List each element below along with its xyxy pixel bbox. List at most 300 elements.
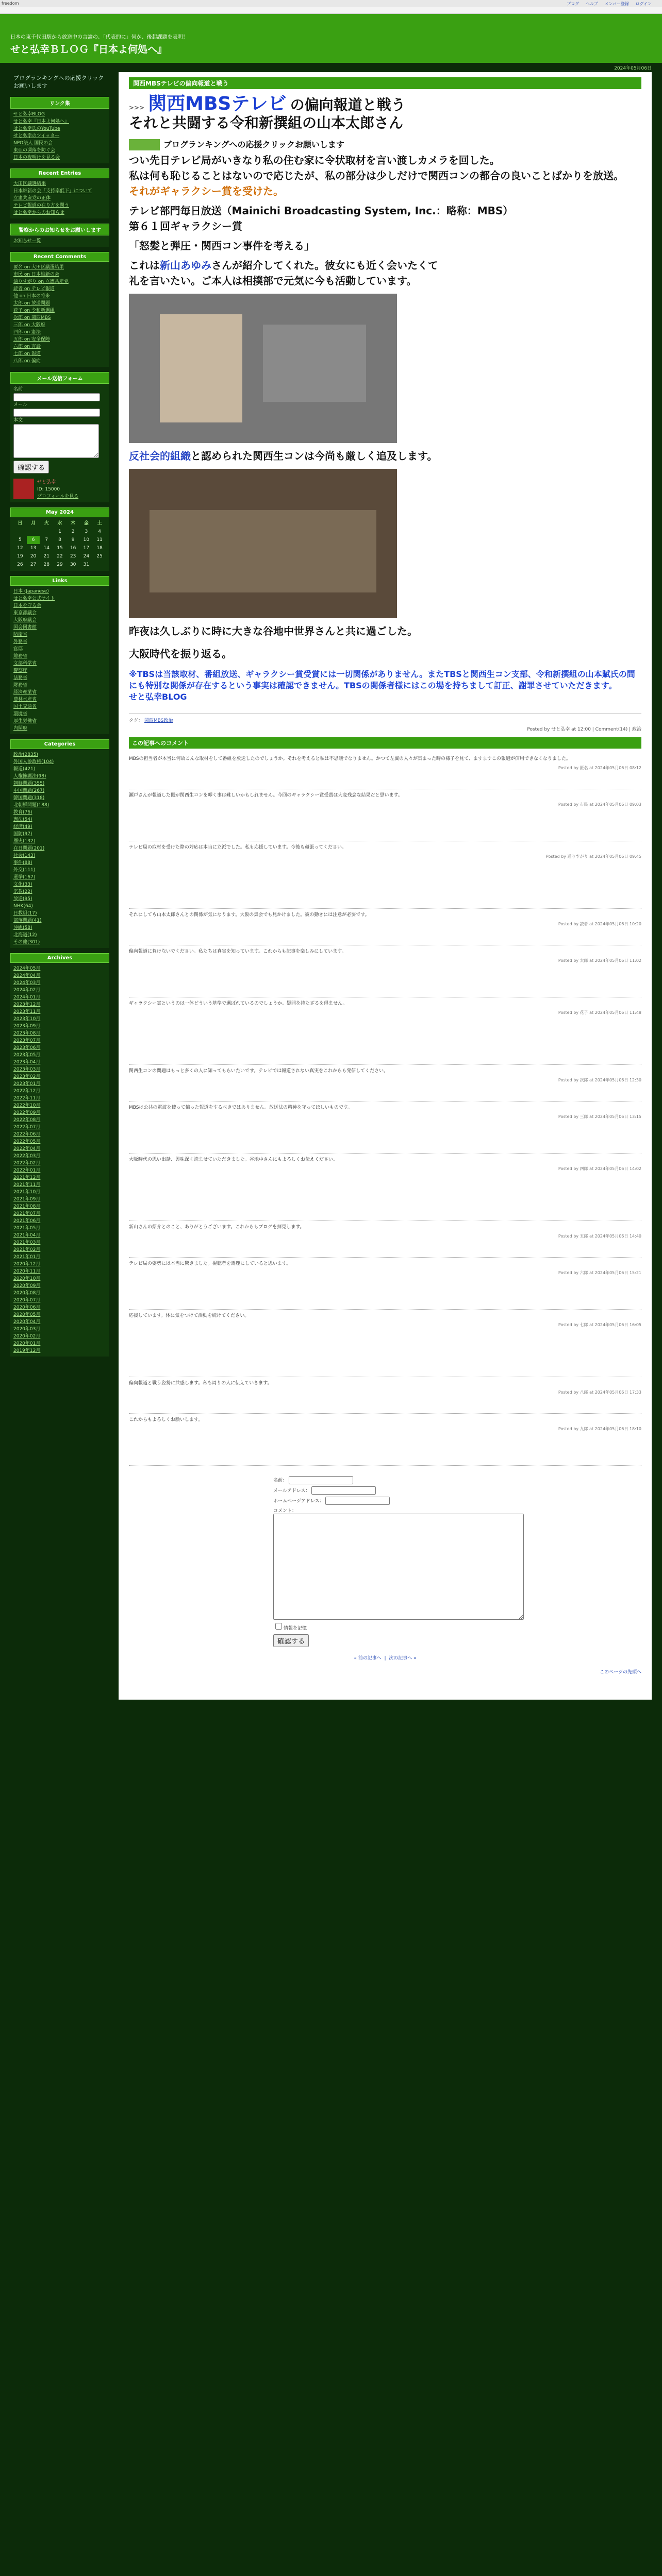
lower_sections-link[interactable]: 2021年11月: [13, 1182, 41, 1188]
calendar-cell[interactable]: 21: [43, 554, 49, 559]
calendar-cell[interactable]: 31: [83, 562, 90, 567]
ranking-text[interactable]: ブログランキングへの応援クリックお願いします: [163, 140, 344, 149]
comment-item: [129, 997, 641, 1065]
lower_sections-link[interactable]: 2020年01月: [13, 1341, 41, 1346]
lower_sections-link[interactable]: 2022年04月: [13, 1146, 41, 1151]
lower_sections-link[interactable]: 2023年04月: [13, 1060, 41, 1065]
lower_sections-box-2: [10, 963, 109, 1357]
comment-text: 新山さんの紹介とのこと、ありがとうございます。これからもブログを拝見します。: [129, 1225, 305, 1230]
form-body-label: コメント：: [273, 1509, 297, 1514]
lower_sections-link[interactable]: 2021年12月: [13, 1175, 41, 1180]
calendar-cell[interactable]: 25: [96, 554, 103, 559]
lower_sections-link[interactable]: せと弘幸公式サイト: [13, 596, 55, 601]
comment-item: [129, 909, 641, 945]
lower_sections-link[interactable]: 2023年02月: [13, 1074, 41, 1079]
next-entry-link[interactable]: 次の記事へ »: [389, 1656, 417, 1661]
paragraph-1: つい先日テレビ局がいきなり私の住む家に令状取材を言い渡しカメラを回した。: [129, 154, 500, 166]
paragraph-8: 礼を言いたい。ご本人は相撲部で元気に今も活動しています。: [129, 275, 417, 287]
sections-link[interactable]: せと弘幸『日本よ何処へ』: [13, 119, 70, 124]
lower_sections-link[interactable]: 事件(88): [13, 860, 32, 866]
calendar-cell[interactable]: 26: [17, 562, 23, 567]
top-toolbar: [0, 0, 662, 8]
sidebar-lower: [10, 576, 109, 1357]
lower_sections-link[interactable]: 外務省: [13, 639, 28, 645]
lower_sections-link[interactable]: 2023年03月: [13, 1067, 41, 1072]
lower_sections-link[interactable]: 歴史(132): [13, 839, 36, 844]
paragraph-7c: さんが紹介してくれた。彼女にも近く会いたくて: [211, 259, 438, 272]
comment-item: [129, 1414, 641, 1466]
profile-name[interactable]: せと弘幸: [37, 480, 56, 485]
calendar-day-header: 月: [31, 521, 36, 526]
lower_sections-link[interactable]: 2023年01月: [13, 1081, 41, 1087]
comment-text: MBSは公共の電波を使って偏った報道をするべきではありません。放送法の精神を守ってほしいものです。: [129, 1105, 353, 1110]
sections-link[interactable]: 通りすがり on 立憲共産党: [13, 279, 69, 284]
calendar-day-header: 土: [97, 521, 102, 526]
lower_sections-link[interactable]: 中国問題(267): [13, 788, 45, 793]
caption-1-link[interactable]: 反社会的組織: [129, 450, 191, 462]
comment-text: それにしても山本太郎さんとの関係が気になります。大阪の集会でも見かけました。彼の動きには注意が必要です。: [129, 912, 370, 918]
sections-link[interactable]: 三郎 on 大阪府: [13, 323, 45, 328]
comment-text: 応援しています。体に気をつけて活動を続けてください。: [129, 1313, 250, 1318]
comment-item: [129, 1258, 641, 1310]
calendar-cell[interactable]: 14: [43, 546, 49, 551]
sidebar: [10, 72, 109, 1357]
sections-link[interactable]: 匿名 on 大田区議選結果: [13, 265, 64, 270]
comment-author[interactable]: Posted by 七郎 at 2024年05月06日 16:05: [558, 1323, 641, 1327]
lower_sections-link[interactable]: 2023年10月: [13, 1016, 41, 1022]
article-heading: 関西MBSテレビ: [148, 93, 287, 114]
article-body: [129, 93, 641, 703]
article-meta: [129, 713, 641, 732]
comment-text: 偏向報道と戦う姿勢に共感します。私も周りの人に伝えていきます。: [129, 1381, 272, 1386]
sections-link[interactable]: 読者 on テレビ報道: [13, 286, 55, 292]
comment-author[interactable]: Posted by 花子 at 2024年05月06日 11:48: [558, 1010, 641, 1015]
mail-message-input[interactable]: [13, 424, 99, 458]
lower_sections-link[interactable]: 2021年01月: [13, 1255, 41, 1260]
comment-text: 瀬戸さんが報道した側が関西生コンを叩く事は難しいかもしれません。今回のギャラクシー賞受賞は大変残念な結果だと思います。: [129, 793, 403, 798]
lower_sections-link[interactable]: 2020年10月: [13, 1276, 41, 1281]
lower_sections-link[interactable]: 2022年08月: [13, 1117, 41, 1123]
lower_sections-link[interactable]: 内閣府: [13, 726, 28, 731]
main-content: [119, 72, 652, 1700]
calendar-cell[interactable]: 3: [85, 529, 88, 534]
sections-link[interactable]: 五郎 on 安全保障: [13, 337, 50, 342]
comment-item: [129, 1310, 641, 1377]
site-header: [0, 14, 662, 63]
sections-head-1: Recent Entries: [10, 168, 109, 178]
comment-author[interactable]: Posted by 三郎 at 2024年05月06日 13:15: [558, 1114, 641, 1119]
correction-note: ※TBSは当該取材、番組放送、ギャラクシー賞受賞には一切関係がありません。またTBSと関西生コン支部、令和新撰組の山本賦氏の間にも特別な関係が存在するという事実は確認できません。TBSの関係者様にはこの場を持ちまして訂正、謝罪させていただきます。: [129, 669, 635, 690]
lower_sections-link[interactable]: 2022年03月: [13, 1154, 41, 1159]
calendar-cell[interactable]: 18: [96, 546, 103, 551]
paragraph-7-name[interactable]: 新山あゆみ: [160, 259, 211, 272]
comment-author[interactable]: Posted by 次郎 at 2024年05月06日 12:30: [558, 1078, 641, 1082]
calendar-cell[interactable]: 7: [45, 537, 48, 543]
lower_sections-link[interactable]: 2023年08月: [13, 1031, 41, 1036]
lower_sections-link[interactable]: 報道(421): [13, 767, 36, 772]
lower_sections-link[interactable]: NHK(64): [13, 904, 33, 909]
mail-name-label: 名前: [13, 387, 23, 392]
lower_sections-link[interactable]: 北海道(12): [13, 933, 37, 938]
comment-item: [129, 789, 641, 841]
calendar-day-header: 火: [44, 521, 49, 526]
article-photo-1: [129, 294, 397, 443]
comment-text: 大阪時代の思い出話、興味深く読ませていただきました。谷地中さんにもよろしくお伝えください。: [129, 1157, 338, 1162]
form-name-label: 名前：: [273, 1478, 288, 1483]
mail-name-input[interactable]: [13, 393, 100, 401]
comment-author[interactable]: Posted by 五郎 at 2024年05月06日 14:40: [558, 1234, 641, 1239]
lower_sections-link[interactable]: 警察庁: [13, 668, 28, 673]
profile-link[interactable]: プロフィールを見る: [37, 494, 79, 499]
form-url-input[interactable]: [325, 1497, 390, 1505]
lower_sections-link[interactable]: 2023年05月: [13, 1053, 41, 1058]
sections-head-4: メール送信フォーム: [10, 372, 109, 384]
caption-3: 大阪時代を振り返る。: [129, 648, 232, 660]
calendar-cell[interactable]: 23: [70, 554, 76, 559]
page-top-link[interactable]: このページの先頭へ: [600, 1670, 641, 1675]
calendar-cell: [93, 561, 106, 569]
lower_sections-link[interactable]: 政治(2835): [13, 752, 38, 757]
lower_sections-link[interactable]: 2020年02月: [13, 1334, 41, 1339]
lower_sections-link[interactable]: 2021年06月: [13, 1218, 41, 1224]
lower_sections-link[interactable]: 2021年09月: [13, 1197, 41, 1202]
lower_sections-link[interactable]: 大阪府議会: [13, 618, 37, 623]
ranking-banner-icon[interactable]: [129, 139, 160, 150]
form-submit-button[interactable]: 確認する: [273, 1634, 309, 1647]
calendar-cell[interactable]: 17: [83, 546, 90, 551]
lower_sections-head-1: Categories: [10, 739, 109, 749]
lower_sections-link[interactable]: 厚生労働省: [13, 719, 37, 724]
calendar-cell[interactable]: 27: [30, 562, 37, 567]
comment-item: [129, 1101, 641, 1154]
site-description: 日本の東千代田駅から放送中の言論の、「代表的に」何か、後起課題を表明！: [10, 35, 188, 40]
lower_sections-link[interactable]: 文化(33): [13, 882, 32, 887]
calendar-cell[interactable]: 9: [71, 537, 75, 543]
mail-message-label: 本文: [13, 418, 23, 423]
form-name-input[interactable]: [289, 1476, 353, 1484]
lower_sections-link[interactable]: 2021年02月: [13, 1247, 41, 1252]
lower_sections-link[interactable]: 2024年04月: [13, 973, 41, 978]
sections-box-1: [10, 178, 109, 218]
profile-avatar[interactable]: [13, 479, 34, 499]
lower_sections-link[interactable]: 2020年05月: [13, 1312, 41, 1317]
sections-link[interactable]: 八郎 on 偏向: [13, 359, 41, 364]
calendar-cell[interactable]: 13: [30, 546, 37, 551]
lower_sections-link[interactable]: 2021年08月: [13, 1204, 41, 1209]
lower_sections-link[interactable]: 2020年11月: [13, 1269, 41, 1274]
calendar-cell[interactable]: 8: [58, 537, 61, 543]
article-photo-2: [129, 469, 397, 618]
comment-author[interactable]: Posted by 市民 at 2024年05月06日 09:03: [558, 802, 641, 807]
toolbar-link-register[interactable]: メンバー登録: [604, 2, 629, 6]
sections-link[interactable]: 大田区議選結果: [13, 181, 46, 187]
toolbar-link-login[interactable]: ログイン: [635, 2, 652, 6]
lower_sections-link[interactable]: 2021年07月: [13, 1211, 41, 1216]
comment-author[interactable]: Posted by 通りすがり at 2024年05月06日 09:45: [545, 854, 641, 859]
comment-text: MBSの担当者が本当に何故こんな取材をして番組を放送したのでしょうか。それを考えると私は不思議でなりません。かつて左翼の人々が集まった時の様子を見て、ますますこの報道が信用できなくなりました。: [129, 756, 571, 761]
comments-list: [119, 753, 652, 1466]
calendar-cell[interactable]: 4: [98, 529, 101, 534]
comment-author[interactable]: Posted by 六郎 at 2024年05月06日 15:21: [558, 1270, 641, 1275]
calendar-cell[interactable]: 15: [57, 546, 63, 551]
lower_sections-link[interactable]: 2022年10月: [13, 1103, 41, 1108]
lower_sections-link[interactable]: 2024年05月: [13, 966, 41, 971]
sections-link[interactable]: 太郎 on 放送問題: [13, 301, 50, 306]
lower_sections-link[interactable]: 2022年12月: [13, 1089, 41, 1094]
toolbar-links: [561, 1, 652, 7]
sections-box-4: [10, 384, 109, 502]
sections-link[interactable]: 日本の夜明けを見る会: [13, 155, 60, 160]
sections-link[interactable]: 花子 on 令和新選組: [13, 308, 55, 313]
calendar-box: [10, 517, 109, 571]
lower_sections-link[interactable]: 部落問題(41): [13, 918, 42, 923]
lower_sections-link[interactable]: 2022年01月: [13, 1168, 41, 1173]
lower_sections-link[interactable]: 国会図書館: [13, 625, 37, 630]
lower_sections-link[interactable]: 教育(76): [13, 810, 32, 815]
comment-item: [129, 1154, 641, 1221]
comment-item: [129, 753, 641, 789]
lower_sections-link[interactable]: 環境省: [13, 711, 28, 717]
profile-sub: ID: 15000: [37, 487, 60, 492]
lower_sections-link[interactable]: 文部科学省: [13, 661, 37, 666]
comment-item: [129, 1065, 641, 1101]
lower_sections-link[interactable]: 社会(143): [13, 853, 36, 858]
lower_sections-link[interactable]: 防衛省: [13, 632, 28, 637]
sections-link[interactable]: 立憲共産党の正体: [13, 196, 51, 201]
calendar-cell[interactable]: 10: [83, 537, 90, 543]
calendar-cell: [40, 528, 53, 536]
calendar-cell[interactable]: 6: [27, 536, 40, 544]
sections-link[interactable]: せと弘幸からのお知らせ: [13, 210, 64, 215]
comment-item: [129, 1221, 641, 1258]
lower_sections-link[interactable]: 2023年11月: [13, 1009, 41, 1014]
comment-text: これからもよろしくお願いします。: [129, 1417, 203, 1422]
comment-author[interactable]: Posted by 四郎 at 2024年05月06日 14:02: [558, 1166, 641, 1171]
lower_sections-head-0: Links: [10, 576, 109, 586]
form-body-textarea[interactable]: [273, 1514, 524, 1620]
lower_sections-link[interactable]: 2021年05月: [13, 1226, 41, 1231]
entry-navigation: « 前の記事へ | 次の記事へ »: [354, 1656, 417, 1661]
lower_sections-link[interactable]: 日教組(17): [13, 911, 37, 916]
sections-box-3: [10, 262, 109, 367]
lower_sections-link[interactable]: 2020年07月: [13, 1298, 41, 1303]
lower_sections-link[interactable]: 放送(95): [13, 896, 32, 902]
toolbar-brand[interactable]: freedom: [2, 1, 19, 6]
calendar-table: [13, 519, 106, 569]
sections-link[interactable]: 他 on 日本の将来: [13, 294, 50, 299]
comment-author[interactable]: Posted by 匿名 at 2024年05月06日 08:12: [558, 766, 641, 770]
toolbar-link-blog[interactable]: ブログ: [567, 2, 580, 6]
calendar-cell[interactable]: 20: [30, 554, 37, 559]
lower_sections-link[interactable]: 2023年06月: [13, 1045, 41, 1050]
lower_sections-link[interactable]: 2023年09月: [13, 1024, 41, 1029]
calendar-day-header: 水: [57, 521, 62, 526]
lower_sections-link[interactable]: 2023年07月: [13, 1038, 41, 1043]
comment-text: 関西生コンの問題はもっと多くの人に知ってもらいたいです。テレビでは報道されない真実をこれからも発信してください。: [129, 1069, 389, 1074]
lower_sections-link[interactable]: 2020年09月: [13, 1283, 41, 1289]
comment-item: [129, 945, 641, 997]
sections-link[interactable]: 市民 on 日本維新の会: [13, 272, 59, 277]
form-email-input[interactable]: [311, 1486, 376, 1495]
lower_sections-link[interactable]: 国土交通省: [13, 704, 37, 709]
lower_sections-link[interactable]: 2020年08月: [13, 1291, 41, 1296]
form-remember-checkbox[interactable]: [275, 1623, 282, 1630]
calendar-cell[interactable]: 11: [96, 537, 103, 543]
calendar-head: May 2024: [10, 507, 109, 517]
calendar-cell[interactable]: 30: [70, 562, 76, 567]
paragraph-4: テレビ部門毎日放送（Mainichi Broadcasting System, Inc.：略称：MBS）: [129, 205, 514, 217]
comment-text: 偏向報道に負けないでください。私たちは真実を知っています。これからも記事を楽しみにしています。: [129, 949, 346, 954]
calendar-day-header: 日: [18, 521, 23, 526]
lower_sections-link[interactable]: 2019年12月: [13, 1348, 41, 1353]
lower_sections-link[interactable]: 東京都議会: [13, 611, 37, 616]
calendar-cell[interactable]: 5: [18, 537, 22, 543]
lower_sections-link[interactable]: 選挙(167): [13, 875, 36, 880]
sections-link[interactable]: テレビ報道の在り方を問う: [13, 203, 69, 208]
mail-email-label: メール: [13, 402, 27, 408]
lower_sections-link[interactable]: 経済産業省: [13, 690, 37, 695]
comment-author[interactable]: Posted by 九郎 at 2024年05月06日 18:10: [558, 1427, 641, 1431]
lower_sections-link[interactable]: 2022年02月: [13, 1161, 41, 1166]
comment-form: [273, 1476, 641, 1647]
lower_sections-link[interactable]: 北朝鮮問題(188): [13, 803, 49, 808]
tag-link[interactable]: 関西MBS政治: [144, 718, 173, 723]
lower_sections-link[interactable]: 2021年03月: [13, 1240, 41, 1245]
form-remember-label: 情報を記憶: [284, 1626, 307, 1631]
comment-author[interactable]: Posted by 太郎 at 2024年05月06日 11:02: [558, 958, 641, 963]
comments-heading: この記事へのコメント: [129, 737, 641, 749]
lower_sections-link[interactable]: 2020年04月: [13, 1319, 41, 1325]
paragraph-6: 「怒髪と弾圧・関西コン事件を考える」: [129, 240, 315, 252]
article-title-bar[interactable]: 関西MBSテレビの偏向報道と戦う: [129, 77, 641, 89]
calendar-cell[interactable]: 2: [71, 529, 75, 534]
calendar-cell[interactable]: 28: [43, 562, 49, 567]
calendar-cell[interactable]: 19: [17, 554, 23, 559]
sections-box-2: [10, 235, 109, 247]
lower_sections-link[interactable]: 日本 (Japanese): [13, 589, 49, 594]
sections-link[interactable]: せと弘幸氏のYouTube: [13, 126, 60, 131]
paragraph-7a: これは: [129, 259, 160, 272]
sections-link[interactable]: せと弘幸BLOG: [13, 112, 45, 117]
site-title[interactable]: せと弘幸ＢＬＯＧ『日本よ何処へ』: [10, 44, 168, 55]
lower_sections-link[interactable]: 外国人参政権(104): [13, 759, 54, 765]
calendar-cell[interactable]: 16: [70, 546, 76, 551]
lower_sections-link[interactable]: 2020年12月: [13, 1262, 41, 1267]
correction-sign: せと弘幸BLOG: [129, 692, 187, 702]
lower_sections-link[interactable]: 2022年07月: [13, 1125, 41, 1130]
lower_sections-link[interactable]: 2021年10月: [13, 1190, 41, 1195]
form-email-label: メールアドレス：: [273, 1488, 310, 1494]
calendar-cell[interactable]: 24: [83, 554, 90, 559]
sections-link[interactable]: せと弘幸のツイッター: [13, 133, 60, 139]
lower_sections-link[interactable]: 人権擁護法(98): [13, 774, 46, 779]
calendar-cell: [27, 528, 40, 536]
calendar-cell: [13, 528, 27, 536]
lower_sections-link[interactable]: 憲法(54): [13, 817, 32, 822]
lower_sections-link[interactable]: 財務省: [13, 683, 28, 688]
lower_sections-link[interactable]: 2021年04月: [13, 1233, 41, 1238]
sections-link[interactable]: NPO法人 国民の会: [13, 141, 53, 146]
lower_sections-link[interactable]: 日本を守る会: [13, 603, 42, 608]
sections-link[interactable]: 四郎 on 憲法: [13, 330, 41, 335]
lower_sections-link[interactable]: 朝鮮問題(355): [13, 781, 45, 786]
lower_sections-link[interactable]: 農林水産省: [13, 697, 37, 702]
article: [119, 72, 652, 708]
comment-author[interactable]: Posted by 八郎 at 2024年05月06日 17:33: [558, 1390, 641, 1395]
calendar-cell[interactable]: 22: [57, 554, 63, 559]
comment-text: ギャラクシー賞というのは一体どういう基準で選ばれているのでしょうか。疑問を持たざるを得ません。: [129, 1001, 347, 1006]
lower_sections-box-1: [10, 749, 109, 948]
sections-link[interactable]: お知らせ一覧: [13, 239, 41, 244]
lower_sections-link[interactable]: 経済(49): [13, 824, 32, 829]
heading-prefix: >>>: [129, 104, 145, 111]
prev-entry-link[interactable]: « 前の記事へ: [354, 1656, 382, 1661]
lower_sections-link[interactable]: 宗教(22): [13, 889, 32, 894]
lower_sections-link[interactable]: 2022年11月: [13, 1096, 41, 1101]
tags-label: タグ：: [129, 718, 143, 723]
lower_sections-link[interactable]: 2022年05月: [13, 1139, 41, 1144]
mail-submit-button[interactable]: 確認する: [13, 461, 49, 473]
sections-link[interactable]: 七郎 on 報道: [13, 351, 41, 357]
calendar-cell[interactable]: 29: [57, 562, 63, 567]
lower_sections-link[interactable]: 官邸: [13, 647, 23, 652]
lower_sections-box-0: [10, 586, 109, 734]
calendar-cell[interactable]: 12: [17, 546, 23, 551]
lower_sections-link[interactable]: 総務省: [13, 654, 28, 659]
lower_sections-head-2: Archives: [10, 953, 109, 963]
paragraph-2: 私は何も恥じることはないので応じたが、私の部分は少しだけで関西コンの都合の良いことばかりを放送。: [129, 170, 624, 182]
sections-head-0: リンク集: [10, 97, 109, 109]
lower_sections-link[interactable]: 2020年03月: [13, 1327, 41, 1332]
lower_sections-link[interactable]: 法務省: [13, 675, 28, 681]
lower_sections-link[interactable]: 国防(97): [13, 832, 32, 837]
sections-box-0: [10, 109, 109, 163]
comment-item: [129, 1377, 641, 1414]
calendar-day-header: 木: [71, 521, 76, 526]
lower_sections-link[interactable]: 2024年02月: [13, 988, 41, 993]
comment-item: [129, 841, 641, 909]
lower_sections-link[interactable]: 沖縄(58): [13, 925, 32, 930]
sidebar-intro: ブログランキングへの応援クリックお願いします: [13, 75, 104, 89]
paragraph-3: それがギャラクシー賞を受けた。: [129, 185, 284, 197]
toolbar-link-help[interactable]: ヘルプ: [585, 2, 598, 6]
lower_sections-link[interactable]: 韓国問題(318): [13, 795, 45, 801]
caption-1: と認められた関西生コンは今尚も厳しく追及します。: [191, 450, 438, 462]
sections-link[interactable]: 日本維新の会「支持率低下」について: [13, 189, 92, 194]
lower_sections-link[interactable]: その他(301): [13, 940, 40, 945]
lower_sections-link[interactable]: 2024年03月: [13, 980, 41, 986]
lower_sections-link[interactable]: 在日問題(201): [13, 846, 45, 851]
lower_sections-link[interactable]: 2024年01月: [13, 995, 41, 1000]
comment-text: テレビ局の姿勢には本当に驚きました。視聴者を馬鹿にしていると思います。: [129, 1261, 291, 1266]
lower_sections-link[interactable]: 2023年12月: [13, 1002, 41, 1007]
sections-link[interactable]: 次郎 on 関西MBS: [13, 315, 51, 320]
paragraph-5: 第６１回ギャラクシー賞: [129, 220, 242, 232]
sections-link[interactable]: 六郎 on 言論: [13, 344, 41, 349]
sections-head-2: 警察からのお知らせをお願いします: [10, 224, 109, 235]
lower_sections-link[interactable]: 2022年09月: [13, 1110, 41, 1115]
sections-head-3: Recent Comments: [10, 252, 109, 262]
lower_sections-link[interactable]: 2020年06月: [13, 1305, 41, 1310]
lower_sections-link[interactable]: 外交(111): [13, 868, 36, 873]
lower_sections-link[interactable]: 2022年06月: [13, 1132, 41, 1137]
sections-link[interactable]: 東亜の凋落を防ぐ会: [13, 148, 56, 153]
calendar-day-header: 金: [84, 521, 89, 526]
calendar-cell[interactable]: 1: [58, 529, 61, 534]
mail-email-input[interactable]: [13, 409, 100, 417]
article-heading-suffix: の偏向報道と戦う: [290, 96, 406, 113]
comment-author[interactable]: Posted by 読者 at 2024年05月06日 10:20: [558, 922, 641, 926]
